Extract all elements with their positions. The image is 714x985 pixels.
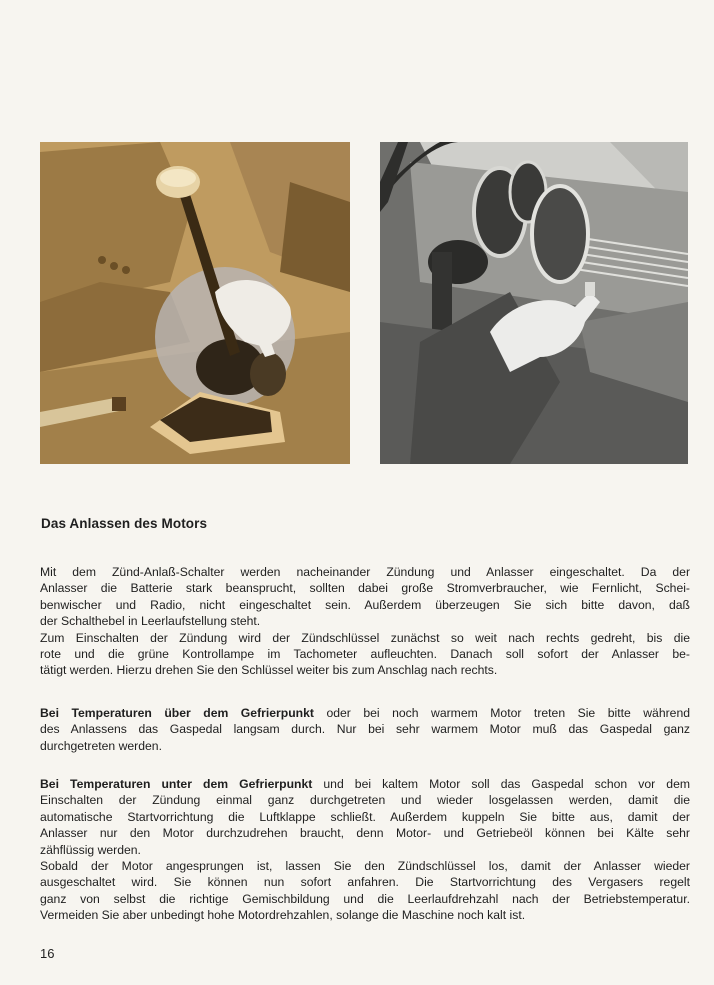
text-line: zähflüssig werden. (40, 842, 141, 857)
gear-lever-illustration (40, 142, 350, 464)
text-line (40, 705, 690, 721)
text-line: benwischer und Radio, nicht eingeschaltet sein. Außerdem überzeugen Sie sich bitte davon, daß (40, 597, 690, 612)
gear-lever-photo (40, 142, 350, 464)
text-line: des Anlassens das Gaspedal langsam durch. Nur bei sehr warmem Motor muß das Gaspedal ganz (40, 722, 690, 737)
section-heading: Das Anlassen des Motors (41, 516, 208, 531)
line-rest: und bei kaltem Motor soll das Gaspedal schon vor dem (312, 777, 690, 791)
dashboard-key-photo (380, 142, 688, 464)
line-rest: oder bei noch warmem Motor treten Sie bitte während (313, 706, 691, 720)
text-line: Vermeiden Sie aber unbedingt hohe Motordrehzahlen, solange die Maschine noch kalt ist. (40, 908, 526, 923)
text-line: ganz von selbst die richtige Gemischbildung und die Leerlaufdrehzahl nach der Betriebstemperatur. (40, 891, 690, 906)
text-line: Anlasser nur den Motor durchzudrehen braucht, denn Motor- und Getriebeöl können bei Kälte sehr (40, 826, 690, 841)
text-line: durchgetreten werden. (40, 738, 162, 753)
text-line: Zum Einschalten der Zündung wird der Zündschlüssel zunächst so weit nach rechts gedreht, bis die (40, 630, 690, 645)
bold-lead: Bei Temperaturen unter dem Gefrierpunkt (40, 777, 313, 791)
text-line: rote und die grüne Kontrollampe im Tachometer aufleuchten. Danach soll sofort der Anlasser be- (40, 647, 690, 662)
text-line: Anlasser die Batterie stark beansprucht, sollten dabei große Stromverbraucher, wie Fernlicht, Schei- (40, 581, 690, 596)
paragraph-intro (40, 564, 690, 679)
text-line: Sobald der Motor angesprungen ist, lassen Sie den Zündschlüssel los, damit der Anlasser wieder (40, 859, 690, 874)
text-line: automatische Startvorrichtung die Luftklappe schließt. Außerdem kuppeln Sie bitte aus, damit der (40, 809, 690, 824)
text-line: Mit dem Zünd-Anlaß-Schalter werden nacheinander Zündung und Anlasser eingeschaltet. Da der (40, 565, 690, 579)
text-line: ausgeschaltet wird. Sie können nun sofort anfahren. Die Startvorrichtung des Vergasers regelt (40, 875, 690, 890)
bold-lead: Bei Temperaturen über dem Gefrierpunkt (40, 706, 314, 720)
text-line: Einschalten der Zündung einmal ganz durchgetreten und wieder losgelassen werden, damit die (40, 793, 690, 808)
paragraph-above-freezing (40, 705, 690, 754)
text-line: der Schalthebel in Leerlaufstellung steht. (40, 614, 261, 629)
page-number: 16 (40, 946, 55, 961)
text-line (40, 776, 690, 792)
text-line: tätigt werden. Hierzu drehen Sie den Schlüssel weiter bis zum Anschlag nach rechts. (40, 663, 498, 678)
paragraph-below-freezing (40, 776, 690, 924)
dashboard-illustration (380, 142, 688, 464)
